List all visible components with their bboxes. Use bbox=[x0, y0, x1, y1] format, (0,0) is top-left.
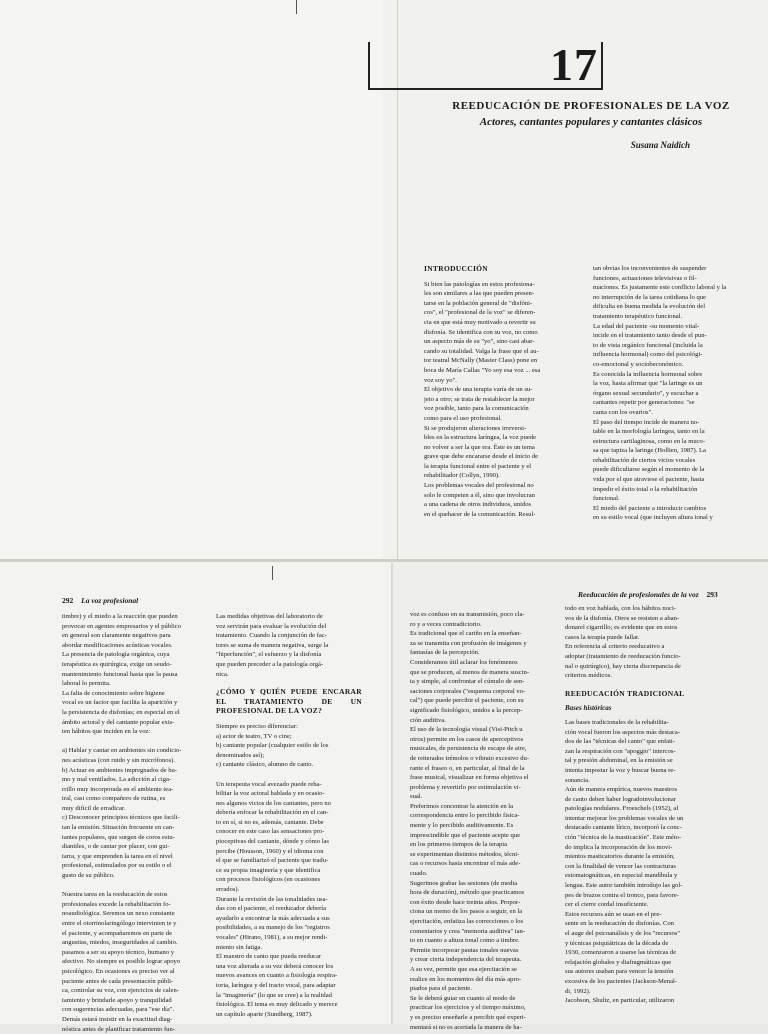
text-line: nes algunos vicios de los cantantes, pero no bbox=[216, 799, 331, 807]
text-line: mo y mal ventilados. La adicción al ciga- bbox=[62, 776, 172, 784]
text-line: sual. bbox=[410, 793, 423, 801]
text-line: que se producen, al menos de manera suscin- bbox=[410, 668, 530, 676]
text-line: musicales, de persistencia de escape de aire, bbox=[410, 745, 527, 753]
text-line: tratamiento terapéutico funcional. bbox=[593, 312, 683, 320]
text-line: cuado. bbox=[410, 870, 428, 878]
text-line: Los problemas vocales del profesional no bbox=[424, 482, 534, 490]
text-line: rante el fraseo o, en particular, al final de la bbox=[410, 764, 525, 772]
blank-facing-page bbox=[0, 0, 383, 560]
text-line: órgano sexual secundario", y escuchar a bbox=[593, 389, 699, 397]
text-line: profesionales excede la rehabilitación fo- bbox=[62, 900, 171, 908]
text-line: dos de las "técnicas del canto" que enfati- bbox=[565, 738, 675, 746]
text-line: rrillo muy incorporada en el ambiente tea- bbox=[62, 785, 174, 793]
text-line: ción vocal fueron los aspectos más destaca- bbox=[565, 728, 680, 736]
text-line: cia en que está muy motivado a revertir su bbox=[424, 318, 536, 326]
text-line: Preferimos concentrar la atención en la bbox=[410, 802, 514, 810]
text-line: bles en la estructura laríngea, la voz puede bbox=[424, 434, 537, 442]
text-line: Permite incorporar pautas tonales nuevas bbox=[410, 946, 519, 954]
text-line: voz es confuso en su transmisión, poco cla- bbox=[410, 611, 525, 618]
text-line: afectivo. No siempre es posible lograr apoyo bbox=[62, 958, 181, 966]
page-number-293: 293 bbox=[706, 590, 718, 599]
text-line: con la finalidad de vencer las contracturas bbox=[565, 862, 676, 870]
text-line: La falta de conocimiento sobre higiene bbox=[62, 689, 165, 697]
text-line: ten hábitos que inciden en la voz: bbox=[62, 728, 151, 736]
text-line: do implica la incorporación de los movi- bbox=[565, 843, 673, 851]
text-line bbox=[62, 881, 206, 891]
text-line: mentará si no es acertada la manera de ha- bbox=[410, 1023, 522, 1031]
text-line: significado fisiológico, unidos a la percep- bbox=[410, 706, 523, 714]
text-line: a una cadena de otros individuos, unidos bbox=[424, 501, 532, 509]
text-line: destacado cantante lírico, incorporó la conc- bbox=[565, 824, 682, 832]
text-line: Las medidas objetivas del laboratorio de bbox=[216, 613, 323, 620]
text-line: dificulta en buena medida la evolución del bbox=[593, 303, 706, 311]
text-line: debería enfocar la rehabilitación en el can- bbox=[216, 809, 329, 817]
text-line: ción "técnica de la masticación". Este méto- bbox=[565, 834, 682, 842]
p293-section-heading: REEDUCACIÓN TRADICIONAL bbox=[565, 688, 685, 698]
text-line: das con el paciente, el reeducador debería bbox=[216, 905, 327, 913]
text-line: profesional, estimulados por su estilo o el bbox=[62, 862, 172, 870]
text-line: nes acústicas (con ruido y sin micrófonos). bbox=[62, 756, 175, 764]
text-line: Un terapeuta vocal avezado puede reha- bbox=[216, 780, 322, 788]
running-head-292 bbox=[62, 596, 138, 605]
text-line: psicológico. En ocasiones es preciso ver al bbox=[62, 967, 175, 975]
p293-col1-text bbox=[410, 610, 556, 1032]
text-line: cando su totalidad. Valga la frase que el au- bbox=[424, 347, 539, 355]
text-line: table en la morfología laríngea, tanto en la bbox=[593, 428, 705, 436]
text-line: cos", el "profesional de la voz" se diferen- bbox=[424, 309, 536, 317]
text-line: Sugerimos grabar las sesiones (de media bbox=[410, 879, 518, 887]
text-line: Demás estará insistir en la exactitud diag- bbox=[62, 1015, 173, 1023]
text-line: timbre) y el miedo a la reacción que pueden bbox=[62, 613, 178, 620]
text-line: cal") que puede percibir el paciente, con su bbox=[410, 697, 524, 705]
text-line: voz posible, tanto para la comunicación bbox=[424, 405, 529, 413]
text-line: mientos masticatorios durante la emisión, bbox=[565, 853, 675, 861]
text-line: se experimentan distintos métodos, técni- bbox=[410, 850, 520, 858]
text-line: intentar mejorar los problemas vocales de un bbox=[565, 814, 684, 822]
text-line: diantiles, o de cantar por placer, con gui- bbox=[62, 843, 170, 851]
text-line: criterios médicos. bbox=[565, 672, 612, 680]
text-line: errados). bbox=[216, 886, 240, 894]
chapter-author: Susana Naidich bbox=[630, 140, 690, 150]
text-line: otros) permite en los casos de aperceptivos bbox=[410, 735, 524, 743]
text-line: a) actor de teatro, TV o cine; bbox=[216, 732, 292, 740]
text-line: con sugerencias adecuadas, para "ese día". bbox=[62, 1006, 175, 1014]
text-line: intenta impostar la voz y buscar buena re- bbox=[565, 766, 676, 774]
text-line: funcional. bbox=[593, 495, 620, 503]
text-line: muy difícil de erradicar. bbox=[62, 804, 126, 812]
text-line: ta y simple, al confrontar el cúmulo de sen- bbox=[410, 678, 525, 686]
text-line: pes de brazos contra el tronco, para favore- bbox=[565, 891, 679, 899]
text-line: to en sí, si no es, además, cantante. Debe bbox=[216, 818, 324, 826]
p292-section-heading: ¿CÓMO Y QUIÉN PUEDE ENCARAR EL TRATAMIENTO DE UN PROFESIONAL DE LA VOZ? bbox=[216, 687, 362, 716]
text-line: fisiológica. El tema es muy delicado y merece bbox=[216, 1001, 338, 1009]
text-line: fantasías de la percepción. bbox=[410, 649, 480, 657]
text-line: abordar modificaciones acústicas vocales. bbox=[62, 641, 173, 649]
text-line: estomatognáticas, en especial mandíbula y bbox=[565, 872, 678, 880]
text-line: tal y presión abdominal, en la emisión se bbox=[565, 757, 673, 765]
p293-col2-text-a bbox=[565, 604, 715, 681]
text-line: 1930, comenzaron a usarse las técnicas de bbox=[565, 949, 677, 957]
p293-column-1 bbox=[410, 610, 556, 1032]
text-line: tores se suma de manera negativa, surge la bbox=[216, 641, 329, 649]
text-line: nica. bbox=[216, 670, 229, 678]
running-title-293: Reeducación de profesionales de la voz bbox=[578, 590, 699, 599]
text-line: gusto de su público. bbox=[62, 872, 115, 880]
text-line: solo le competen a él, sino que involucran bbox=[424, 491, 535, 499]
text-line: nuevos avances en cuanto a fisiología respira- bbox=[216, 972, 338, 980]
text-line: El uso de la tecnología visual (Visi-Pitch u bbox=[410, 726, 523, 734]
text-line: tamiento y brindarle apoyo y tranquilidad bbox=[62, 996, 172, 1004]
text-line: El objetivo de una terapia varía de un su- bbox=[424, 386, 533, 394]
text-line: terapéutica es quirúrgica, exige un seudo- bbox=[62, 660, 172, 668]
text-line: a) Hablar y cantar en ambientes sin condicio- bbox=[62, 747, 182, 755]
intro-heading: INTRODUCCIÓN bbox=[424, 264, 489, 273]
text-line: provocar en agentes empresarios y el público bbox=[62, 622, 182, 630]
text-line: lengua. Este autor también introdujo las gol- bbox=[565, 882, 683, 890]
text-line: di, 1992). bbox=[565, 987, 591, 995]
text-line: ámbito actoral y del cantante popular exis- bbox=[62, 718, 175, 726]
text-line: donarel cigarrillo; es evidente que en estos bbox=[565, 624, 678, 632]
text-line: piados para el paciente. bbox=[410, 985, 472, 993]
scan-artifact bbox=[296, 0, 297, 14]
text-line: Durante la revisión de las tonalidades usa- bbox=[216, 895, 328, 903]
text-line: noaudiológica. Seremos un nexo constante bbox=[62, 910, 175, 918]
p293-col2-text-b bbox=[565, 718, 715, 1006]
text-line: puede dificultarse según el momento de la bbox=[593, 466, 705, 474]
text-line: en general son claramente negativos para bbox=[62, 632, 171, 640]
running-title-292: La voz profesional bbox=[81, 596, 139, 605]
spine-gutter bbox=[391, 560, 393, 1024]
text-line: en el quehacer de la comunicación. Resul- bbox=[424, 510, 536, 518]
text-line: El miedo del paciente a introducir cambios bbox=[593, 504, 707, 512]
text-line: to de vista orgánico funcional (incluida la bbox=[593, 341, 703, 349]
text-line: problema y revertirlo por estimulación vi- bbox=[410, 783, 521, 791]
text-line: frase musical, visualizar en forma objetiva el bbox=[410, 774, 529, 782]
text-line: patologías nodulares. Froeschels (1952), al bbox=[565, 805, 679, 813]
text-line: canta con los ovarios". bbox=[593, 408, 653, 416]
scan-divider bbox=[0, 559, 768, 562]
text-line: la terapia funcional entre el paciente y el bbox=[424, 462, 532, 470]
text-line: una voz alterada a su vez deberá conocer los bbox=[216, 962, 334, 970]
text-line: en su estilo vocal (que incluyen altura tonal y bbox=[593, 514, 713, 522]
text-line: sa que tapiza la laringe (Hollien, 1987). La bbox=[593, 447, 706, 455]
text-line: no volver a ser la que era. Éste es un tema bbox=[424, 443, 535, 451]
text-line: relajación globales y diafragmáticas que bbox=[565, 958, 672, 966]
text-line: la "imaginería" (lo que se cree) a la realidad bbox=[216, 991, 332, 999]
text-line: Nuestra tarea en la reeducación de estos bbox=[62, 891, 168, 899]
text-line: tratamiento. Cuando la conjunción de fac- bbox=[216, 632, 327, 640]
text-line: impedir el éxito total o la rehabilitación bbox=[593, 485, 698, 493]
text-line: la persistencia de disfonías; en especial en el bbox=[62, 708, 180, 716]
chapter-title: REEDUCACIÓN DE PROFESIONALES DE LA VOZ bbox=[452, 100, 730, 112]
text-line: cantantes repetir por generaciones: "se bbox=[593, 399, 695, 407]
text-line: percibe (Housson, 1960) y el idioma con bbox=[216, 847, 324, 855]
page-number-292: 292 bbox=[62, 596, 74, 605]
running-head-293 bbox=[578, 590, 718, 599]
text-line: co-emocional y sociobeconómico. bbox=[593, 360, 684, 368]
text-line: ciona un memo de los pasos a seguir, en la bbox=[410, 908, 523, 916]
text-line: y es preciso enseñarle a percibir qué experi- bbox=[410, 1013, 526, 1021]
text-line: za se transmita con profusión de imágenes y bbox=[410, 639, 527, 647]
text-line: estructura cartilaginosa, como en la muco- bbox=[593, 437, 706, 445]
text-line: Siempre es preciso diferenciar: bbox=[216, 722, 298, 730]
text-line: Se le deberá guiar en cuanto al modo de bbox=[410, 994, 516, 1002]
chapter-subtitle: Actores, cantantes populares y cantantes clásicos bbox=[479, 116, 703, 128]
text-line: no interrupción de la tarea cotidiana lo que bbox=[593, 293, 706, 301]
text-line: voz soy yo". bbox=[424, 376, 457, 384]
text-line: vocales" (Hirano, 1981), a su mejor rendi- bbox=[216, 934, 328, 941]
text-line: boca de María Callas "Yo soy esa voz ... esa bbox=[424, 366, 541, 374]
text-line: realice en los momentos del día más apro- bbox=[410, 975, 522, 983]
text-line: ción auditiva. bbox=[410, 716, 446, 724]
text-line: tantes populares, que surgen de coros estu- bbox=[62, 833, 175, 841]
text-line: Si bien las patologías en estos profesiona- bbox=[424, 280, 535, 288]
text-line: saciones corporales ("esquema corporal vo- bbox=[410, 687, 526, 695]
text-line: Aún de manera empírica, nuevos maestros bbox=[565, 786, 678, 794]
text-line: rehabilitador (Collyn, 1990). bbox=[424, 472, 500, 480]
text-line: funciones, actuaciones televisivas o fil- bbox=[593, 274, 697, 282]
text-line: El maestro de canto que pueda reeducar bbox=[216, 953, 322, 961]
text-line: la voz, hasta afirmar que "la laringe es un bbox=[593, 380, 703, 388]
text-line: ca, controlar su voz, con ejercicios de calen- bbox=[62, 987, 179, 995]
text-line bbox=[62, 737, 206, 747]
text-line: todo en voz hablada, con los hábitos noci- bbox=[565, 605, 676, 612]
text-line: vida por el que atraviese el paciente, hasta bbox=[593, 476, 705, 484]
text-line bbox=[216, 770, 362, 780]
p292-col1-text bbox=[62, 612, 206, 1034]
text-line: mantenimiento funcional hasta que la pausa bbox=[62, 670, 178, 678]
text-line: pioceptivas del cantante, dónde y cómo las bbox=[216, 838, 329, 846]
chapter-number-box bbox=[366, 39, 606, 94]
text-line: Es tradicional que el cariño en la enseñan- bbox=[410, 630, 522, 638]
text-line: tan la emisión. Situación frecuente en can- bbox=[62, 824, 175, 832]
text-line: les son similares a las que pueden presen- bbox=[424, 290, 535, 298]
text-line: tarra, y que emprenden la tarea en el nivel bbox=[62, 852, 173, 860]
text-line: pasamos a ser su apoyo técnico, humano y bbox=[62, 948, 175, 956]
text-line: jeto a otro; se trata de restablecer la mejor bbox=[424, 395, 535, 403]
text-line: de canto deben haber logradoinvolucionar bbox=[565, 795, 676, 803]
text-line: y técnicas psiquiátricas de la década de bbox=[565, 939, 669, 947]
text-line: un capítulo aparte (Sundberg, 1987). bbox=[216, 1010, 313, 1018]
text-line: b) cantante popular (cualquier estilo de los bbox=[216, 742, 329, 750]
text-line: grave que debe encararse desde el inicio de bbox=[424, 453, 539, 461]
text-line: La edad del paciente -su momento vital- bbox=[593, 322, 700, 330]
text-line: practicar los ejercicios y el tiempo máximo, bbox=[410, 1004, 526, 1012]
text-line: paciente antes de cada presentación públi- bbox=[62, 977, 174, 985]
p292-col2-text-b bbox=[216, 722, 362, 1019]
text-line: ayudarlo a encontrar la más adecuada a sus bbox=[216, 914, 330, 922]
text-line: vos de la disfonía. Otros se resisten a aban- bbox=[565, 614, 680, 622]
text-line: excesiva de los pacientes (Jackson-Menal- bbox=[565, 977, 678, 985]
text-line: un aspecto más de su "yo", sino casi abar- bbox=[424, 338, 535, 346]
chapter-number: 17 bbox=[550, 39, 598, 90]
text-line: que pueden preceder a la patología orgá- bbox=[216, 660, 324, 668]
text-line: Estos recursos aún se usan en el pre- bbox=[565, 910, 662, 918]
text-line: cer el cierre cordal insuficiente. bbox=[565, 901, 649, 909]
p293-column-2 bbox=[565, 604, 715, 1006]
intro-right-column bbox=[593, 264, 757, 523]
text-line: b) Actuar en ambientes impregnados de hu- bbox=[62, 766, 177, 774]
text-line: miento sin fatiga. bbox=[216, 943, 262, 951]
text-line: nóstica antes de planificar tratamiento fun- bbox=[62, 1025, 175, 1033]
text-line: sonancia. bbox=[565, 776, 590, 784]
text-line: En referencia al criterio reeducativo a bbox=[565, 643, 665, 651]
text-line: de reiterados trémolos o vibrato excesivo du- bbox=[410, 754, 530, 762]
text-line: La presencia de patología orgánica, cuya bbox=[62, 651, 170, 659]
text-line: sente en la reeducación de disfonías. Con bbox=[565, 920, 674, 928]
text-line: rehabilitación de ciertos vicios vocales bbox=[593, 456, 696, 464]
text-line: hora de duración), método que practicamos bbox=[410, 889, 525, 897]
text-line: tor teatral McNally (Master Class) pone en bbox=[424, 357, 538, 365]
text-line: el que se familiarizó el paciente que tradu- bbox=[216, 857, 329, 865]
text-line: sus autores usaban para vencer la tensión bbox=[565, 968, 674, 976]
text-line: tral, casi como compañero de rutina, es bbox=[62, 795, 166, 803]
text-line: angustias, miedos, inseguridades al cambio. bbox=[62, 939, 178, 947]
text-line: toria, laríngea y del tracto vocal, para adaptar bbox=[216, 981, 336, 989]
text-line: maciones. Es justamente este conflicto laboral y la bbox=[593, 284, 727, 292]
text-line: tarse en la población general de "disfóni- bbox=[424, 299, 533, 307]
text-line: como para el uso profesional. bbox=[424, 414, 502, 422]
text-line: A su vez, permite que esa ejercitación se bbox=[410, 965, 517, 973]
text-line: bilitar la voz actoral hablada y en ocasio- bbox=[216, 790, 325, 798]
text-line: mente y lo percibido auditivamente. Es bbox=[410, 822, 514, 830]
text-line: posibilidades, a su manejo de los "registros bbox=[216, 924, 330, 932]
text-line: ce su propia imaginería y que identifica bbox=[216, 866, 321, 874]
text-line: vocal es un factor que facilita la aparición y bbox=[62, 699, 178, 707]
text-line: influencia hormonal) como del psicológi- bbox=[593, 351, 703, 359]
text-line: zan la respiración con "apoggio" intercos- bbox=[565, 747, 676, 755]
p292-column-2 bbox=[216, 612, 362, 1019]
text-line: voz servirán para evaluar la evolución del bbox=[216, 622, 327, 630]
p292-column-1 bbox=[62, 612, 206, 1034]
text-line: Consideramos útil aclarar los fenómenos bbox=[410, 658, 518, 666]
p292-col2-text-a bbox=[216, 612, 362, 679]
text-line: El paso del tiempo incide de manera no- bbox=[593, 418, 700, 426]
text-line: y crear cierta independencia del terapeuta. bbox=[410, 956, 522, 964]
text-line: c) cantante clásico, alumno de canto. bbox=[216, 761, 314, 769]
text-line: en los primeros tiempos de la terapia bbox=[410, 841, 508, 849]
text-line: ejercitación, enfatiza las correcciones o los bbox=[410, 918, 524, 925]
text-line: Jacobson, Shultz, en particular, utilizaron bbox=[565, 997, 675, 1005]
text-line: comentarios y crea "memoria auditiva" tan- bbox=[410, 927, 526, 935]
text-line: denominados así); bbox=[216, 751, 265, 759]
text-line: adoptar (tratamiento de reeducación funcio- bbox=[565, 652, 681, 660]
text-line: nal o quirúrgico), hay cierta discrepancia de bbox=[565, 662, 681, 670]
text-line: "hiperfunción", el esfuerzo y la disfonía bbox=[216, 651, 322, 659]
text-line: conocer en este caso las sensaciones pro- bbox=[216, 828, 325, 836]
intro-left-column bbox=[424, 264, 589, 519]
scan-artifact bbox=[272, 566, 273, 580]
intro-left-text bbox=[424, 280, 589, 520]
text-line: to en cuanto a altura tonal como a timbre. bbox=[410, 937, 520, 945]
text-line: Es conocida la influencia hormonal sobre bbox=[593, 370, 703, 378]
text-line: disfonía. Se identifica con su voz, no como bbox=[424, 328, 538, 336]
text-line: incide en el tratamiento tanto desde el pun- bbox=[593, 332, 707, 340]
text-line: el auge del psicoanálisis y de los "recursos" bbox=[565, 930, 681, 937]
text-line: tan obvias los inconvenientes de suspender bbox=[593, 265, 707, 272]
text-line: correspondencia entre lo percibido fisica- bbox=[410, 812, 520, 820]
intro-right-text bbox=[593, 264, 757, 523]
text-line: ro y a veces contradictorio. bbox=[410, 620, 482, 628]
text-line: Si se produjeron alteraciones irreversi- bbox=[424, 424, 527, 432]
text-line: imprescindible que el paciente acepte que bbox=[410, 831, 521, 839]
text-line: casos la terapia puede fallar. bbox=[565, 633, 640, 641]
text-line: entre el otorrinolaringólogo intervinien te y bbox=[62, 920, 177, 927]
text-line: laboral lo permita. bbox=[62, 680, 111, 688]
text-line: c) Desconocer principios técnicos que facili- bbox=[62, 814, 180, 822]
text-line: Las bases tradicionales de la rehabilita- bbox=[565, 718, 669, 726]
text-line: cas o recursos hasta encontrar el más ade- bbox=[410, 860, 521, 868]
p293-sub-heading: Bases históricas bbox=[565, 704, 612, 713]
text-line: con éxito desde hace treinta años. Propor- bbox=[410, 898, 521, 906]
text-line: con procesos fisiológicos (en ocasiones bbox=[216, 876, 321, 884]
text-line: el paciente, y acompañaremos en parte de bbox=[62, 929, 173, 937]
